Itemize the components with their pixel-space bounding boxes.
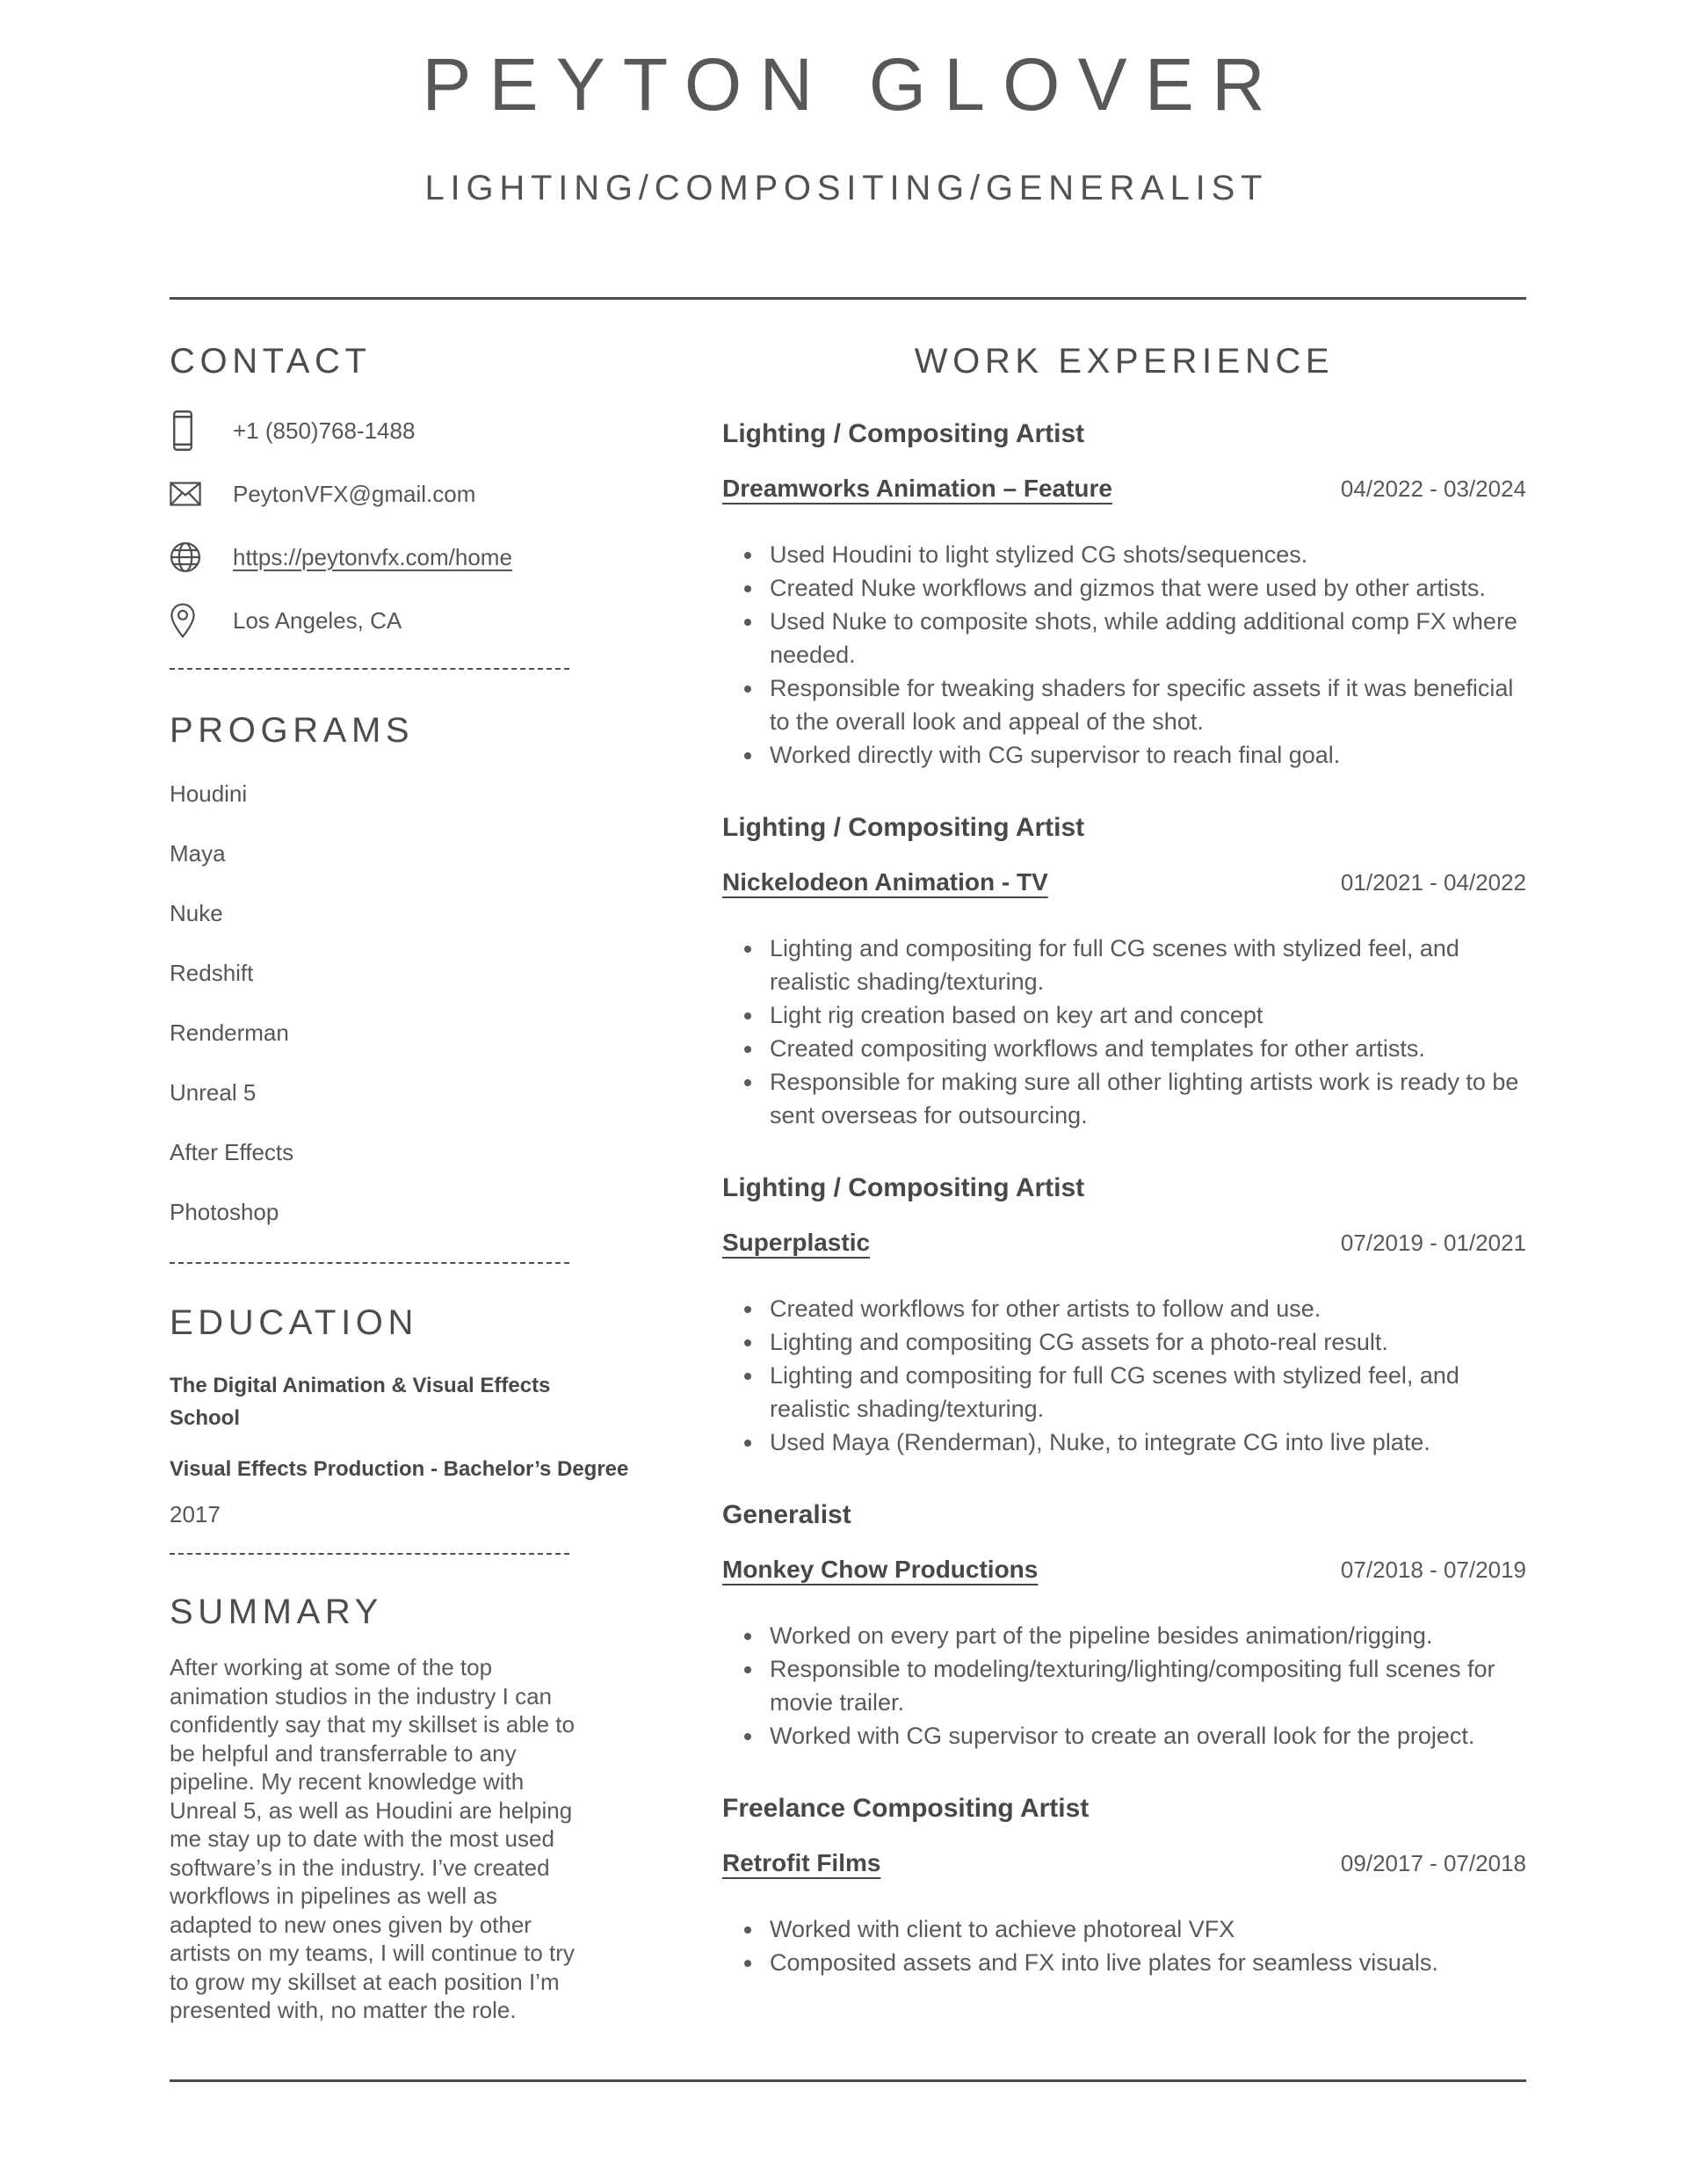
company-name: Dreamworks Animation – Feature [722, 475, 1112, 502]
job-dates: 07/2018 - 07/2019 [1340, 1556, 1526, 1583]
dashed-divider [170, 1553, 569, 1555]
job [722, 1499, 1526, 1752]
person-name: PEYTON GLOVER [422, 43, 1283, 126]
job-bullet: • Used Maya (Renderman), Nuke, to integrate CG into live plate. [764, 1426, 1526, 1459]
company-name: Nickelodeon Animation - TV [722, 868, 1048, 896]
job-bullet: • Created workflows for other artists to follow and use. [764, 1292, 1526, 1325]
job-bullet: • Lighting and compositing for full CG scenes with stylized feel, and realistic shading/texturing. [764, 1359, 1526, 1426]
job-bullet: • Lighting and compositing CG assets for a photo-real result. [764, 1325, 1526, 1359]
summary-section [170, 1592, 626, 2025]
email-icon [170, 482, 233, 506]
job-bullet: • Worked with client to achieve photoreal VFX [764, 1912, 1526, 1946]
content-columns [170, 341, 1526, 2025]
company-row [722, 1849, 1526, 1877]
job-title: Lighting / Compositing Artist [722, 1173, 1085, 1202]
dashed-divider [170, 668, 569, 670]
program-item: Unreal 5 [170, 1079, 257, 1106]
job-bullets [722, 538, 1526, 772]
job-bullet: • Responsible for making sure all other lighting artists work is ready to be sent overseas for outsourcing. [764, 1065, 1526, 1132]
resume-header [0, 43, 1687, 208]
company-row [722, 1556, 1526, 1584]
education-degree: Visual Effects Production - Bachelor’s Degree [170, 1457, 629, 1481]
job-title: Freelance Compositing Artist [722, 1794, 1090, 1823]
contact-row [170, 399, 626, 462]
company-row [722, 1229, 1526, 1257]
job-dates: 04/2022 - 03/2024 [1340, 475, 1526, 502]
contact-row [170, 462, 626, 526]
website-link[interactable]: https://peytonvfx.com/home [233, 543, 512, 570]
dashed-divider [170, 1262, 569, 1264]
job-title: Lighting / Compositing Artist [722, 813, 1085, 842]
location-icon [170, 602, 233, 639]
job-bullets [722, 1292, 1526, 1459]
globe-icon [170, 541, 233, 573]
job-bullets [722, 932, 1526, 1132]
job [722, 1793, 1526, 1979]
company-row [722, 475, 1526, 503]
left-column [170, 341, 629, 2025]
job-bullet: • Created Nuke workflows and gizmos that were used by other artists. [764, 571, 1526, 605]
job-bullet: • Used Houdini to light stylized CG shots/sequences. [764, 538, 1526, 571]
contact-row [170, 589, 626, 652]
program-item: After Effects [170, 1139, 294, 1165]
education-year: 2017 [170, 1501, 221, 1527]
summary-heading: SUMMARY [170, 1593, 383, 1631]
work-experience-heading: WORK EXPERIENCE [914, 342, 1335, 381]
company-name: Retrofit Films [722, 1849, 881, 1876]
header-divider-line [170, 297, 1526, 300]
programs-section [170, 710, 626, 1264]
phone-icon [170, 410, 233, 452]
program-item: Houdini [170, 780, 248, 807]
contact-row [170, 526, 626, 589]
job-bullet: • Created compositing workflows and templates for other artists. [764, 1032, 1526, 1065]
contact-text: +1 (850)768-1488 [233, 417, 416, 444]
job-bullet: • Worked directly with CG supervisor to reach final goal. [764, 738, 1526, 772]
jobs-list [722, 418, 1526, 1979]
job-dates: 01/2021 - 04/2022 [1340, 869, 1526, 896]
contact-section [170, 341, 626, 670]
contact-text: PeytonVFX@gmail.com [233, 480, 476, 507]
program-item: Photoshop [170, 1199, 279, 1225]
program-item: Redshift [170, 960, 254, 986]
programs-list [170, 782, 626, 1223]
company-row [722, 868, 1526, 896]
job-bullet: • Worked with CG supervisor to create an overall look for the project. [764, 1719, 1526, 1752]
job-bullet: • Used Nuke to composite shots, while adding additional comp FX where needed. [764, 605, 1526, 671]
job-title: Lighting / Compositing Artist [722, 419, 1085, 448]
education-section [170, 1302, 629, 1555]
job-bullet: • Lighting and compositing for full CG scenes with stylized feel, and realistic shading/texturing. [764, 932, 1526, 998]
program-item: Renderman [170, 1019, 289, 1046]
job-title: Generalist [722, 1500, 851, 1529]
contact-text: Los Angeles, CA [233, 606, 402, 634]
person-role-title: LIGHTING/COMPOSITING/GENERALIST [424, 169, 1269, 208]
job-bullet: • Worked on every part of the pipeline besides animation/rigging. [764, 1619, 1526, 1652]
job-bullet: • Light rig creation based on key art and concept [764, 998, 1526, 1032]
education-school: The Digital Animation & Visual Effects School [170, 1374, 551, 1430]
education-heading: EDUCATION [170, 1303, 418, 1342]
job-bullets [722, 1912, 1526, 1979]
company-name: Monkey Chow Productions [722, 1556, 1039, 1583]
job [722, 812, 1526, 1132]
job [722, 1172, 1526, 1459]
job-dates: 09/2017 - 07/2018 [1340, 1850, 1526, 1876]
job-bullets [722, 1619, 1526, 1752]
footer-divider-line [170, 2079, 1526, 2082]
job-bullet: • Composited assets and FX into live plates for seamless visuals. [764, 1946, 1526, 1979]
job-bullet: • Responsible for tweaking shaders for specific assets if it was beneficial to the overall look and appeal of the shot. [764, 671, 1526, 738]
company-name: Superplastic [722, 1229, 871, 1256]
job [722, 418, 1526, 772]
program-item: Maya [170, 840, 226, 867]
job-dates: 07/2019 - 01/2021 [1340, 1230, 1526, 1256]
job-bullet: • Responsible to modeling/texturing/lighting/compositing full scenes for movie trailer. [764, 1652, 1526, 1719]
summary-text: After working at some of the top animation studios in the industry I can confidently say that my skillset is able to be helpful and transferrable to any pipeline. My recent knowledge with Unreal 5, as well as Houdini are helping me stay up to date with the most used software’s in the industry. I’ve created workflows in pipelines as well as adapted to new ones given by other artists on my teams, I will continue to try to grow my skillset at each position I’m presented with, no matter the role. [170, 1654, 575, 2023]
program-item: Nuke [170, 900, 223, 926]
work-experience-column [722, 341, 1526, 1979]
contact-list [170, 399, 626, 652]
programs-heading: PROGRAMS [170, 711, 415, 750]
contact-heading: CONTACT [170, 342, 372, 381]
